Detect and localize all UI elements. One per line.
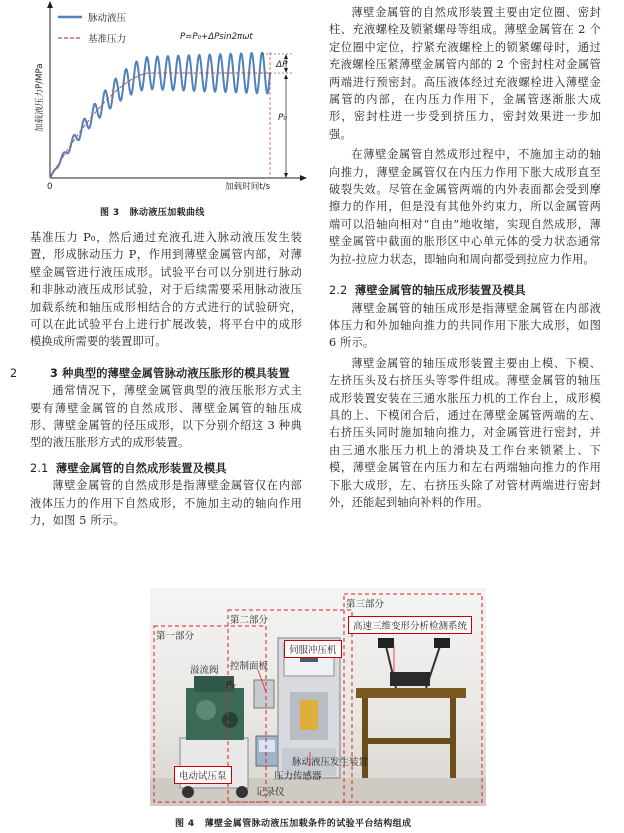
servo-press-label: 伺服冲压机 xyxy=(284,640,342,658)
y-axis-arrow xyxy=(47,1,53,8)
section-2-2-heading xyxy=(329,282,601,299)
left-para-2: 通常情况下，薄壁金属管典型的液压胀形方式主要有薄壁金属管的自然成形、薄壁金属管的轴压成形、薄壁金属管的径压成形，以下分别介绍这 3 种典型的液压胀形方式的成形装置。 xyxy=(30,384,302,450)
formula: P=P₀+ΔPsin2πωt xyxy=(180,32,253,42)
right-para-1: 薄壁金属管的自然成形装置主要由定位圈、密封柱、充液螺栓及锁紧螺母等组成。薄壁金属管在 2 个定位圈中定位，拧紧充液螺栓上的锁紧螺母时，通过充液螺栓压紧薄壁金属管内部的 2 个密封柱对金属管两端进行预密封。高压液体经过充液螺栓进入薄壁金属管的内部，在内压力作用下，金属管逐渐胀大成形，密封柱进一步受到挤压力，密封效果进一步加强。 xyxy=(329,6,601,141)
right-para-2: 在薄壁金属管自然成形过程中，不施加主动的轴向推力，薄壁金属管仅在内压力作用下胀大成形直至破裂失效。尽管在金属管两端的内外表面都会受到摩擦力的作用，但是没有其他外约束力，所以金属管两端可以沿轴向相对“自由”地收缩，实现自然成形，薄壁金属管中截面的胀形区中心单元体的受力状态通常为拉-拉应力状态，即轴向和周向都受到拉应力作用。 xyxy=(329,148,601,266)
figure-3-number: 图 3 xyxy=(100,208,120,218)
part-3-label: 第三部分 xyxy=(346,599,385,610)
control-panel xyxy=(254,680,274,708)
pressure-sensor-label: 压力传感器 xyxy=(274,771,322,782)
delta-p-label: ΔP xyxy=(276,60,288,70)
p0-label: P₀ xyxy=(278,113,288,123)
right-column xyxy=(329,4,601,511)
section-2-title: 3 种典型的薄壁金属管脉动液压胀形的模具装置 xyxy=(50,366,290,380)
right-para-3: 薄壁金属管的轴压成形是指薄壁金属管在内部液体压力和外加轴向推力的共同作用下胀大成形，如图 6 所示。 xyxy=(329,301,601,350)
origin-label: 0 xyxy=(47,182,53,192)
p0-arrow-head-up xyxy=(284,74,288,79)
figure-4-photo xyxy=(150,588,486,806)
figure-3-caption xyxy=(100,205,205,218)
left-column xyxy=(10,229,302,530)
section-2-1-number: 2.1 xyxy=(30,461,49,475)
figure-4-number: 图 4 xyxy=(175,819,195,829)
p0-arrow-head-down xyxy=(284,173,288,178)
left-para-1: 基准压力 P₀，然后通过充液孔进入脉动液压发生装置，形成脉动压力 P，作用到薄壁金属管内部，对薄壁金属管进行液压成形。试验平台可以分别进行脉动和非脉动液压成形试验，对于后续需要采用脉动液压加载系统和轴压成形相结合的方式进行的试验研究，可以在此试验平台上进行扩展改装，将平台中的成形模换成所需要的装置即可。 xyxy=(30,231,302,349)
figure-4-caption xyxy=(175,816,411,829)
y-axis-label: 加载液压力P/MPa xyxy=(35,63,45,132)
pulse-generator-label: 脉动液压发生装置 xyxy=(292,757,369,768)
p0-photo-label: P₀ xyxy=(226,680,236,691)
vision-system-label: 高速三维变形分析检测系统 xyxy=(348,616,472,634)
left-para-3: 薄壁金属管的自然成形是指薄壁金属管仅在内部液体压力的作用下自然成形，不施加主动的轴向作用力，如图 5 所示。 xyxy=(30,479,302,528)
figure-3-chart xyxy=(20,0,310,200)
x-axis-arrow xyxy=(300,175,307,181)
delta-p-arrow-head-up xyxy=(284,54,288,59)
electric-pump-label: 电动试压泵 xyxy=(174,766,232,784)
part-1-label: 第一部分 xyxy=(156,631,195,642)
legend-base-label: 基准压力 xyxy=(88,34,127,45)
section-2-1-title: 薄壁金属管的自然成形装置及模具 xyxy=(56,461,227,475)
overflow-valve-label: 溢流阀 xyxy=(190,665,219,676)
recorder-label: 记录仪 xyxy=(256,787,285,798)
section-2-2-title: 薄壁金属管的轴压成形装置及模具 xyxy=(355,284,526,298)
right-para-4: 薄壁金属管的轴压成形装置主要由上模、下模、左挤压头及右挤压头等零件组成。薄壁金属管的轴压成形装置安装在三通水胀压力机的工作台上，成形模具的上、下模闭合后，通过在薄壁金属管两端的左、右挤压头同时施加轴向推力，对金属管进行密封，并由三通水胀压力机上的滑块及工作台来锁紧上、下模，薄壁金属管在内压力和左右两端轴向推力的作用下胀大成形，左、右挤压头除了对管材两端进行密封外，还能起到轴向补料的作用。 xyxy=(329,356,601,509)
control-panel-label: 控制面板 xyxy=(230,661,269,672)
section-2-1-heading xyxy=(30,460,302,477)
figure-4-title: 薄壁金属管脉动液压加载条件的试验平台结构组成 xyxy=(204,819,412,829)
part-2-label: 第二部分 xyxy=(230,615,269,626)
figure-3-title: 脉动液压加载曲线 xyxy=(129,208,205,218)
pulse-pressure-line xyxy=(50,53,270,178)
section-2-heading xyxy=(10,365,302,382)
vision-table xyxy=(356,688,466,698)
section-2-2-number: 2.2 xyxy=(329,284,348,298)
legend-pulse-label: 脉动液压 xyxy=(88,13,127,24)
section-2-number: 2 xyxy=(10,366,18,380)
x-axis-label: 加载时间t/s xyxy=(225,182,271,192)
